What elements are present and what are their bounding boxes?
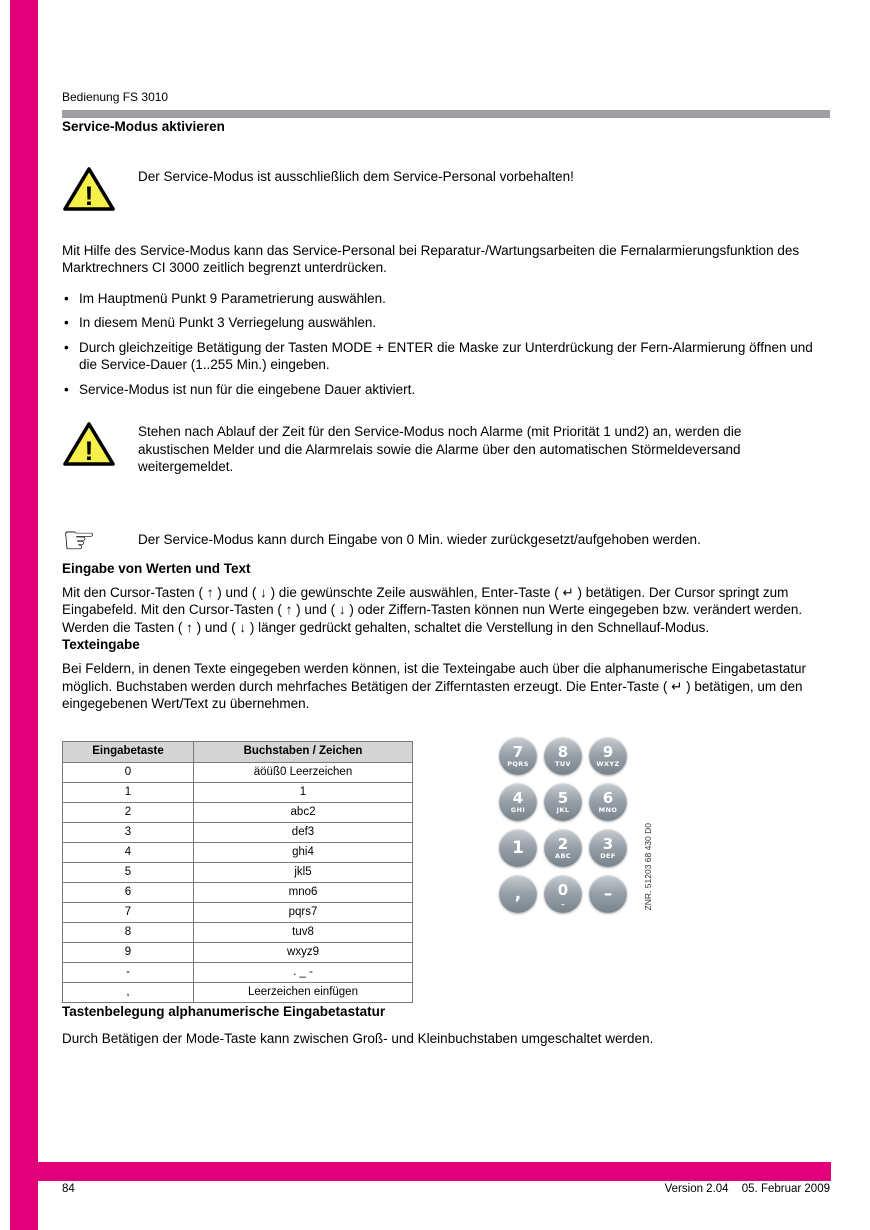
section-heading-werte: Eingabe von Werten und Text bbox=[62, 560, 251, 576]
keypad-button-sub-label: JKL bbox=[556, 805, 570, 814]
section-heading-service: Service-Modus aktivieren bbox=[62, 119, 225, 134]
keypad-button-main-label: 2 bbox=[557, 834, 569, 853]
keypad-button-main-label: 0 bbox=[557, 880, 569, 899]
keypad-button-main-label: 7 bbox=[512, 742, 524, 761]
keypad-button-main-label: 8 bbox=[557, 742, 569, 761]
keypad-button-4 bbox=[499, 783, 537, 821]
keypad-button-sub-label: ⎵ bbox=[561, 897, 565, 906]
page-footer bbox=[62, 1183, 830, 1196]
drawing-number-label: ZNR. 51203 68 430 D0 bbox=[642, 823, 653, 911]
keypad-button-sub-label: MNO bbox=[598, 805, 618, 814]
table-row bbox=[63, 982, 413, 1002]
version-info bbox=[665, 1183, 830, 1196]
table-header-buchstaben: Buchstaben / Zeichen bbox=[194, 741, 413, 762]
bullet-item: • Service-Modus ist nun für die eingebene Dauer aktiviert. bbox=[62, 381, 830, 399]
warning-note-2 bbox=[62, 420, 830, 476]
bullet-item: • In diesem Menü Punkt 3 Verriegelung auswählen. bbox=[62, 314, 830, 332]
table-cell: ghi4 bbox=[194, 842, 413, 862]
warning-note-2-text: Stehen nach Ablauf der Zeit für den Service-Modus noch Alarme (mit Priorität 1 und2) an, werden die akustischen Melder und die Alarmrelais sowie die Alarme über den automatischen Störmeldeversand weitergemeldet. bbox=[138, 424, 742, 474]
keypad-button-sub-label: WXYZ bbox=[596, 759, 620, 768]
warning-note-1 bbox=[62, 165, 830, 218]
table-cell: 3 bbox=[63, 822, 194, 842]
table-cell: 6 bbox=[63, 882, 194, 902]
table-row bbox=[63, 922, 413, 942]
keypad-button-sub-label: DEF bbox=[600, 851, 616, 860]
table-cell: 1 bbox=[63, 782, 194, 802]
bullet-item: • Durch gleichzeitige Betätigung der Tasten MODE + ENTER die Maske zur Unterdrückung der Fern-Alarmierung öffnen und die Service-Dauer (1..255 Min.) eingeben. bbox=[62, 339, 830, 374]
warning-icon bbox=[62, 420, 138, 473]
table-row bbox=[63, 822, 413, 842]
keypad-button-7 bbox=[499, 737, 537, 775]
hand-note bbox=[62, 517, 830, 562]
table-cell: 8 bbox=[63, 922, 194, 942]
table-cell: 5 bbox=[63, 862, 194, 882]
accent-left-bar bbox=[10, 0, 38, 1230]
keypad-button-main-label: 1 bbox=[512, 837, 524, 858]
bullet-item: • Im Hauptmenü Punkt 9 Parametrierung auswählen. bbox=[62, 290, 830, 308]
keypad-button-1 bbox=[499, 829, 537, 867]
table-row bbox=[63, 862, 413, 882]
header-rule bbox=[62, 110, 830, 118]
table-header-row bbox=[63, 741, 413, 762]
page-number: 84 bbox=[62, 1183, 75, 1195]
section-heading-texteingabe: Texteingabe bbox=[62, 637, 140, 652]
keypad-button-0 bbox=[544, 875, 582, 913]
table-row bbox=[63, 802, 413, 822]
tastenbelegung-paragraph: Durch Betätigen der Mode-Taste kann zwischen Groß- und Kleinbuchstaben umgeschaltet werden. bbox=[62, 1030, 654, 1046]
svg-text:!: ! bbox=[84, 436, 94, 466]
keypad-button-main-label: , bbox=[514, 883, 522, 904]
keypad-button-sub-label: ABC bbox=[555, 851, 571, 860]
table-cell: jkl5 bbox=[194, 862, 413, 882]
table-cell: tuv8 bbox=[194, 922, 413, 942]
warning-icon bbox=[62, 165, 138, 218]
table-cell: Leerzeichen einfügen bbox=[194, 982, 413, 1002]
svg-text:!: ! bbox=[84, 181, 94, 211]
table-cell: abc2 bbox=[194, 802, 413, 822]
table-row bbox=[63, 882, 413, 902]
section-heading-tastenbelegung: Tastenbelegung alphanumerische Eingabetastatur bbox=[62, 1003, 386, 1019]
table-cell: 7 bbox=[63, 902, 194, 922]
table-cell: pqrs7 bbox=[194, 902, 413, 922]
keypad-button-main-label: 3 bbox=[602, 834, 614, 853]
table-header-eingabetaste: Eingabetaste bbox=[63, 741, 194, 762]
table-cell: 9 bbox=[63, 942, 194, 962]
table-cell: 1 bbox=[194, 782, 413, 802]
intro-paragraph: Mit Hilfe des Service-Modus kann das Service-Personal bei Reparatur-/Wartungsarbeiten die Fernalarmierungsfunktion des Marktrechners CI 3000 zeitlich begrenzt unterdrücken. bbox=[62, 242, 800, 275]
date-label: 05. Februar 2009 bbox=[741, 1183, 830, 1195]
table-row bbox=[63, 782, 413, 802]
running-header: Bedienung FS 3010 bbox=[62, 90, 169, 104]
table-cell: 0 bbox=[63, 762, 194, 782]
keypad-button-9 bbox=[589, 737, 627, 775]
table-cell: wxyz9 bbox=[194, 942, 413, 962]
table-cell: def3 bbox=[194, 822, 413, 842]
table-cell: 2 bbox=[63, 802, 194, 822]
table-cell: mno6 bbox=[194, 882, 413, 902]
keypad-illustration bbox=[499, 737, 653, 913]
page-content bbox=[62, 0, 830, 1047]
keypad-button-minus bbox=[589, 875, 627, 913]
keypad-button-6 bbox=[589, 783, 627, 821]
keypad-button-2 bbox=[544, 829, 582, 867]
keypad-grid bbox=[499, 737, 627, 913]
table-cell: - bbox=[63, 962, 194, 982]
table-cell: , bbox=[63, 982, 194, 1002]
table-row bbox=[63, 942, 413, 962]
table-cell: 4 bbox=[63, 842, 194, 862]
hand-note-text: Der Service-Modus kann durch Eingabe von 0 Min. wieder zurückgesetzt/aufgehoben werden. bbox=[138, 531, 701, 547]
keypad-button-sub-label: PQRS bbox=[507, 759, 529, 768]
pointing-hand-icon: ☞ bbox=[62, 517, 97, 562]
table-row bbox=[63, 902, 413, 922]
keypad-button-main-label: 5 bbox=[557, 788, 569, 807]
version-label: Version 2.04 bbox=[664, 1183, 729, 1195]
table-cell: . _ - bbox=[194, 962, 413, 982]
keypad-button-5 bbox=[544, 783, 582, 821]
texteingabe-paragraph: Bei Feldern, in denen Texte eingegeben werden können, ist die Texteingabe auch über die alphanumerische Eingabetastatur möglich. Buchstaben werden durch mehrfaches Betätigen der Zifferntasten erzeugt. Die Enter-Taste ( ↵ ) betätigen, um den eingegebenen Wert/Text zu übernehmen. bbox=[62, 661, 807, 711]
keypad-button-3 bbox=[589, 829, 627, 867]
table-row bbox=[63, 842, 413, 862]
table-cell: äöüß0 Leerzeichen bbox=[194, 762, 413, 782]
keypad-button-main-label: – bbox=[603, 883, 613, 904]
warning-note-1-text: Der Service-Modus ist ausschließlich dem Service-Personal vorbehalten! bbox=[138, 169, 574, 184]
table-keypad-row bbox=[62, 741, 830, 1003]
keypad-button-comma bbox=[499, 875, 537, 913]
werte-paragraph: Mit den Cursor-Tasten ( ↑ ) und ( ↓ ) die gewünschte Zeile auswählen, Enter-Taste ( ↵ ) betätigen. Der Cursor springt zum Eingabefeld. Mit den Cursor-Tasten ( ↑ ) und ( ↓ ) oder Ziffern-Tasten können nun Werte eingegeben bzw. verändert werden. Werden die Tasten ( ↑ ) und ( ↓ ) länger gedrückt gehalten, schaltet die Verstellung in den Schnellauf-Modus. bbox=[62, 584, 803, 635]
keypad-button-8 bbox=[544, 737, 582, 775]
table-row bbox=[63, 762, 413, 782]
keypad-button-main-label: 9 bbox=[602, 742, 614, 761]
keypad-button-main-label: 4 bbox=[512, 788, 524, 807]
bullet-list bbox=[62, 290, 830, 399]
accent-bottom-bar bbox=[10, 1162, 831, 1181]
keypad-button-main-label: 6 bbox=[602, 788, 614, 807]
keypad-button-sub-label: TUV bbox=[555, 759, 571, 768]
table-row bbox=[63, 962, 413, 982]
keypad-button-sub-label: GHI bbox=[510, 805, 526, 814]
input-key-table bbox=[62, 741, 413, 1003]
